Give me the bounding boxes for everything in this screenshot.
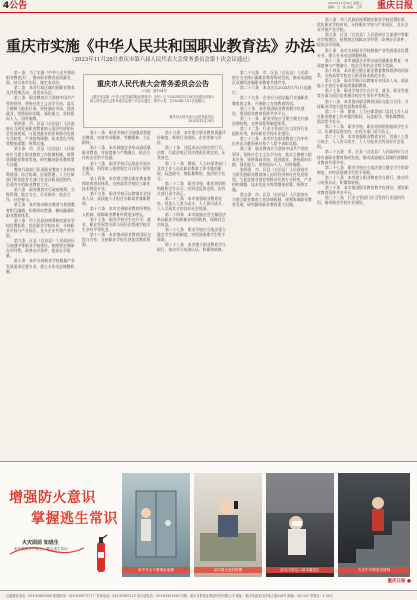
ad-panel-stairs [338, 473, 410, 577]
ad-headline-1: 增强防火意识 [9, 490, 96, 506]
panel-caption: 家中失火不要乘坐电梯 [122, 567, 190, 573]
notice-title: 重庆市人民代表大会常务委员会公告 [97, 80, 209, 88]
text-column-2 [82, 130, 152, 456]
ad-slogan: 火灾面前 知逃生 [22, 540, 59, 546]
section-name: 公告 [9, 1, 28, 11]
ad-brand: 重庆日报 ● [387, 579, 411, 584]
fire-safety-ad [0, 462, 417, 590]
ad-panel-report [194, 473, 262, 577]
column-text: 第八条 市人民政府统筹制定职业学校设置标准，优化职业学校布局，支持职业学校与产业园区、龙头企业共建产业学院。 第九条 区县（自治县）人民政府应当加强中等职业学校建设，按照规定保障办学经费，改善办学条件，提高办学质量。 第十条 本市支持职业学校根据产业发展需求设置专业，建立专业动态调整机制。 第十二条 本市鼓励企业举办高质量职业教育，对深度参与产教融合、校企合作的企业给予奖励。 第十四条 本市建立健全职业教育教师培养培训体系，支持高等学校设立职业技术师范专业。 第十五条 职业学校可以聘请专业技术人员、高技能人才担任专职或者兼职教师。 第十七条 职业学校学生在升学、就业、职业发展等方面与同层次普通学校学生享有平等机会。 第十八条 本市推动职业教育国际交流与合作，支持职业学校引进优质教育资源。 第二十一条 教育、人力社保等部门及其工作人员在职业教育工作中滥用职权、玩忽职守、徇私舞弊的，依法给予处分。 第二十二条 职业学校、职业培训机构组织学生实习、实训违反规定的，由有关部门责令改正。 第二十三条 本市加强职业教育宣传，营造人人努力成才、人人皆可成才、人人尽展其才的良好社会氛围。 第二十五条 市、区县（自治县）人民政府应当支持川渝职业教育协同发展，推动成渝地区双城经济圈职业教育共建共享。 第二十七条 职业学校应当依法建立健全学生资助制度，对经济困难学生给予资助。 第二十八条 本市建立职业教育学分银行，推动学习成果认证、积累和转换。 第三十条 本市推进职业教育数字化建设，建设职业教育资源共享平台。 第三十二条 行业主管部门应当发挥行业组织作用，指导职业学校专业建设。 [317, 17, 409, 206]
column-text: 第十九条 本市建立职业教育质量评价制度，吸收行业组织、企业等参与评价。 第二十条 违反本办法规定的行为，法律、行政法规已有法律责任规定的，从其规定。 第二十一条 教育、人力社保等部门及其工作人员在职业教育工作中滥用职权、玩忽职守、徇私舞弊的，依法给予处分。 第二十二条 职业学校、职业培训机构组织学生实习、实训违反规定的，由有关部门责令改正。 第二十三条 本市加强职业教育宣传，营造人人努力成才、人人皆可成才、人人尽展其才的良好社会氛围。 第二十四条 本市鼓励社会力量依法举办职业学校和职业培训机构，保障其合法权益。 第二十七条 职业学校应当依法建立健全学生资助制度，对经济困难学生给予资助。 第二十八条 本市建立职业教育学分银行，推动学习成果认证、积累和转换。 [157, 130, 226, 253]
page-num-value: 4 [3, 1, 10, 11]
text-column-4 [232, 70, 312, 456]
notice-number: 〔六届〕第104号 [139, 89, 167, 93]
newspaper-logo: 重庆日报 [376, 1, 413, 11]
notice-signature: 重庆市人民代表大会常务委员会 2023年11月28日 [169, 115, 214, 124]
column-text: 第一条 为了实施《中华人民共和国职业教育法》，推动职业教育高质量发展，结合本市实际，制定本办法。 第二条 本市行政区域内的职业教育及其管理活动，适用本办法。 第三条 职业教育应当坚持中国共产党的领导，坚持社会主义办学方向，落实立德树人根本任务，坚持面向市场、促进就业，坚持面向实践、强化能力，坚持面向人人、因材施教。 第四条 市、区县（自治县）人民政府应当将发展职业教育纳入国民经济和社会发展规划，与促进就业创业和推动发展方式转变、产业结构调整、技术优化升级等整体部署、统筹实施。 第五条 市、区县（自治县）人民政府应当建立职业教育工作协调机制，统筹协调职业教育发展，研究解决职业教育重大问题。 教育行政部门负责职业教育工作的统筹规划、综合协调、宏观管理；人力社保部门和其他有关部门在各自职责范围内，负责有关的职业教育工作。 第六条 职业教育实行政府统筹、分级管理、地方为主、行业指导、校企合作、社会参与。 第七条 本市推动职业教育与普通教育相互融通，构建纵向贯通、横向融通的职业教育体系。 第八条 市人民政府统筹制定职业学校设置标准，优化职业学校布局，支持职业学校与产业园区、龙头企业共建产业学院。 第九条 区县（自治县）人民政府应当加强中等职业学校建设，按照规定保障办学经费，改善办学条件，提高办学质量。 第十条 本市支持职业学校根据产业发展需求设置专业，建立专业动态调整机制。 [6, 70, 75, 274]
stairway-scene-icon [338, 473, 410, 577]
ad-headline-2: 掌握逃生常识 [31, 511, 118, 527]
text-column-3 [157, 130, 227, 456]
footer-contact-line: 总编辑室电话：023-63907000 新闻热线：023-63907777 广告部电话：023-63907123 发行部电话：023-63907456 印刷：重庆日报报业集团印务有限公司 地址：重庆市渝北区同茂大道416号 邮编：401147 零售价：1.50元 [6, 594, 334, 598]
page-footer [0, 590, 417, 600]
fire-extinguisher-icon [94, 532, 108, 574]
text-column-1 [6, 70, 76, 456]
header-meta [328, 1, 380, 9]
phone-call-scene-icon [194, 473, 262, 577]
header-rule [0, 12, 417, 13]
column-text: 第二十五条 市、区县（自治县）人民政府应当支持川渝职业教育协同发展，推动成渝地区双城经济圈职业教育共建共享。 第二十六条 本办法自2024年1月1日起施行。 第二十九条 企业应当依法履行实施职业教育的义务，开展职工在岗教育培训。 第三十条 本市推进职业教育数字化建设，建设职业教育资源共享平台。 第三十一条 职业学校应当建立健全内部治理结构，完善章程和制度体系。 第三十二条 行业主管部门应当发挥行业组织作用，指导职业学校专业建设。 第三十三条 本市对在职业教育工作中作出突出贡献的单位和个人给予表彰奖励。 第三条 职业教育应当坚持中国共产党的领导，坚持社会主义办学方向，落实立德树人根本任务，坚持面向市场、促进就业，坚持面向实践、强化能力，坚持面向人人、因材施教。 第四条 市、区县（自治县）人民政府应当将发展职业教育纳入国民经济和社会发展规划，与促进就业创业和推动发展方式转变、产业结构调整、技术优化升级等整体部署、统筹实施。 第五条 市、区县（自治县）人民政府应当建立职业教育工作协调机制，统筹协调职业教育发展，研究解决职业教育重大问题。 [232, 70, 312, 208]
elevator-scene-icon [122, 473, 190, 577]
article-headline: 重庆市实施《中华人民共和国职业教育法》办法 [6, 37, 315, 55]
page-header [0, 0, 417, 12]
panel-caption: 火灾中不要贪恋财物 [338, 567, 410, 573]
issue-date: 2023年11月29日 星期三 [328, 1, 363, 5]
notice-body: 《重庆市实施〈中华人民共和国职业教育法〉办法》已于2023年11月28日经重庆市第六届人民代表大会常务委员会第十次会议通过，现予公布，自2024年1月1日起施行。 [90, 95, 215, 104]
column-text: 第十一条 职业学校应当加强思想政治教育，培育劳动精神、劳模精神、工匠精神。 第十二条 本市鼓励企业举办高质量职业教育，对深度参与产教融合、校企合作的企业给予奖励。 第十三条 职业学校可以依法开展社会服务，所得收入按照规定可以用于绩效工资。 第十四条 本市建立健全职业教育教师培养培训体系，支持高等学校设立职业技术师范专业。 第十五条 职业学校可以聘请专业技术人员、高技能人才担任专职或者兼职教师。 第十六条 本市完善职业教育经费投入机制，保障职业教育经费逐步增长。 第十七条 职业学校学生在升学、就业、职业发展等方面与同层次普通学校学生享有平等机会。 第十八条 本市推动职业教育国际交流与合作，支持职业学校引进优质教育资源。 [82, 130, 151, 248]
panel-caption: 湿毛巾捂住口鼻弯腰逃生 [266, 567, 334, 573]
smoke-escape-scene-icon [266, 473, 334, 577]
official-notice-box [83, 74, 223, 128]
page-number [3, 0, 27, 12]
panel-caption: 室内着火及时报警 [194, 567, 262, 573]
article-subtitle: （2023年11月28日重庆市第六届人民代表大会常务委员会第十次会议通过） [69, 57, 253, 63]
ad-panel-smoke [266, 473, 334, 577]
editors: 编辑：王一星 美编：王莉 [328, 5, 362, 9]
ad-slogan-sub: 家有熊孩子不放心，教会逃生知识 [14, 547, 68, 551]
text-column-5 [317, 17, 411, 456]
ad-panel-elevator [122, 473, 190, 577]
